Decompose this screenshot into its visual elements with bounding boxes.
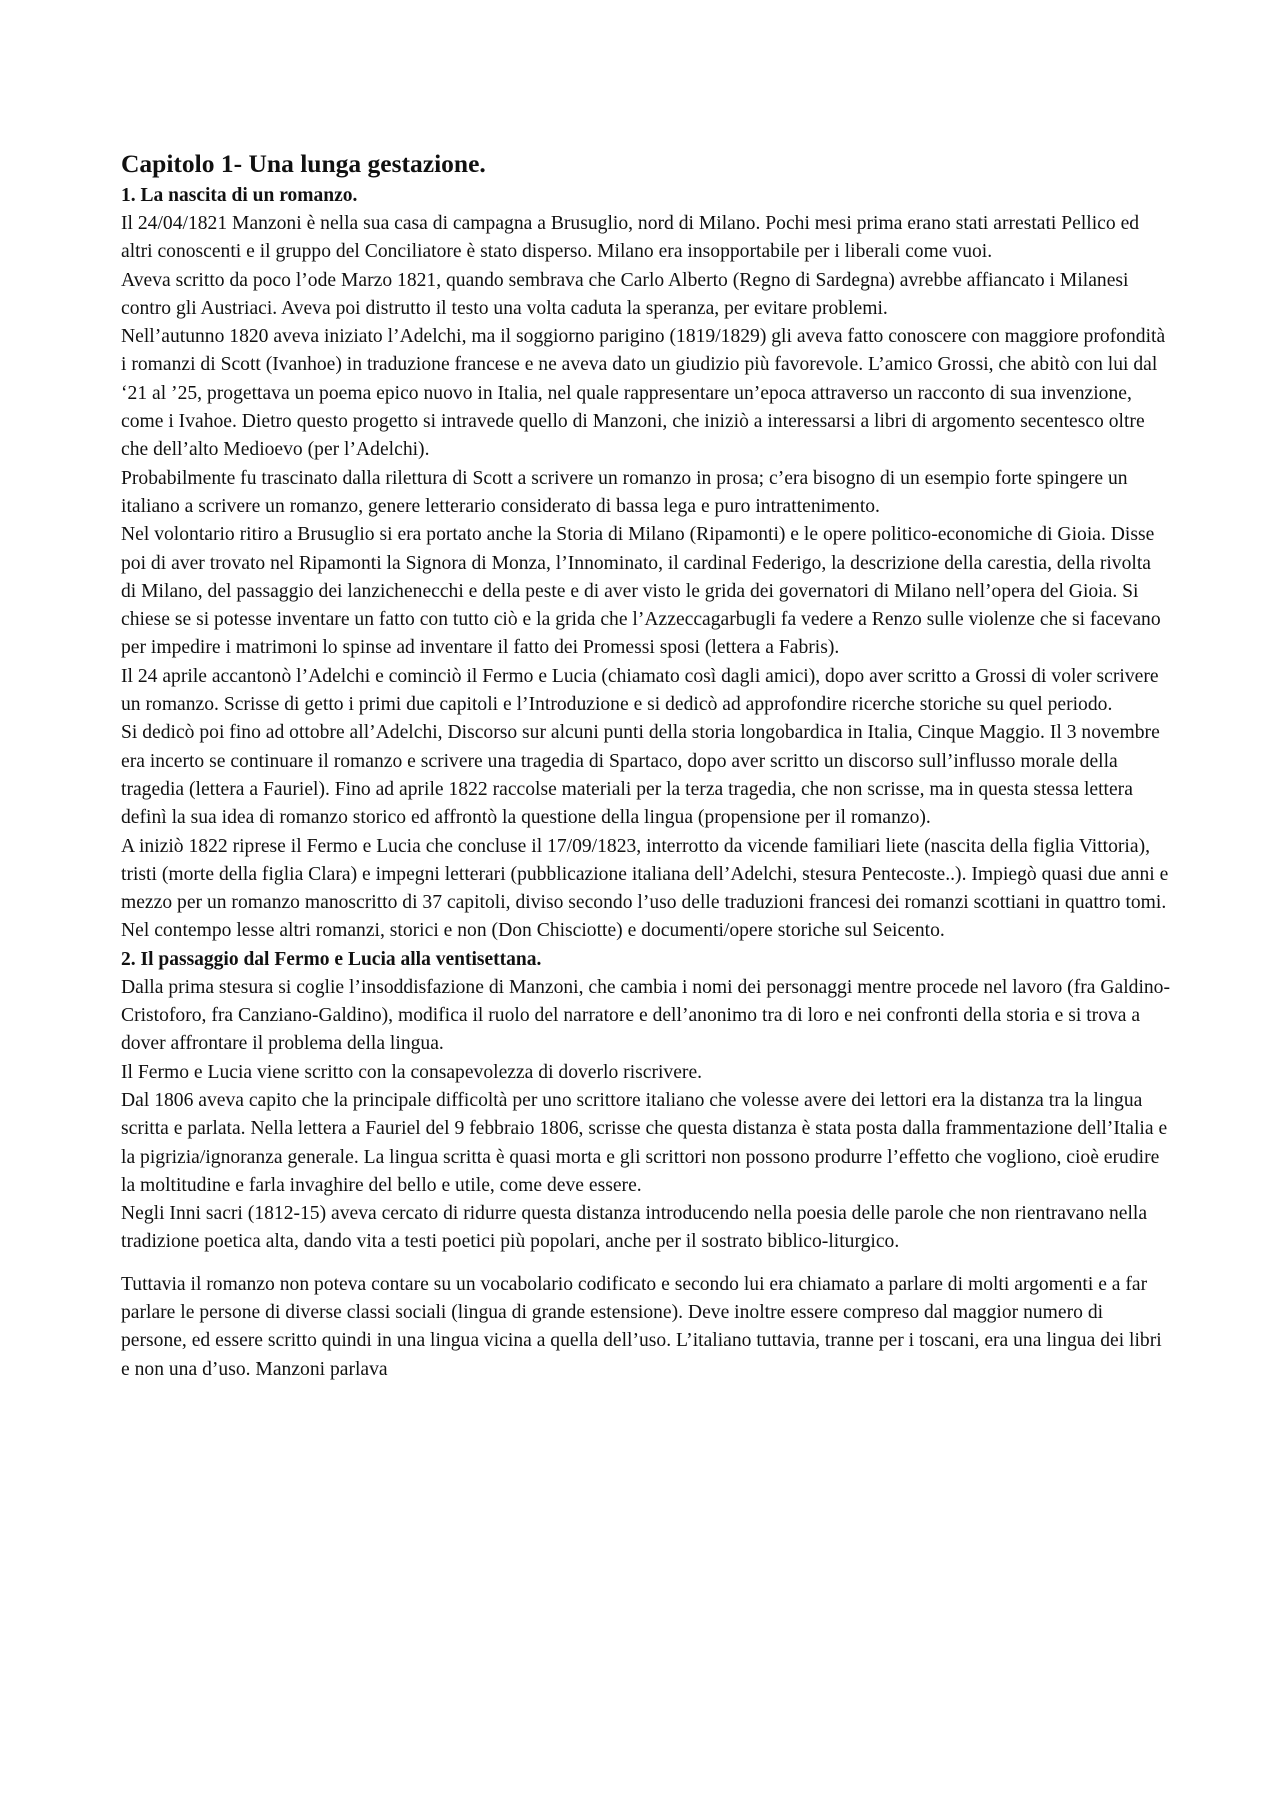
paragraph: Dal 1806 aveva capito che la principale difficoltà per uno scrittore italiano che volesse avere dei lettori era la distanza tra la lingua scritta e parlata. Nella lettera a Fauriel del 9 febbraio 1806, scrisse che questa distanza è stata posta dalla frammentazione dell’Italia e la pigrizia/ignoranza generale. La lingua scritta è quasi morta e gli scrittori non possono produrre l’effetto che vogliono, cioè erudire la moltitudine e farla invaghire del bello e utile, come deve essere. <box>121 1089 1168 1196</box>
paragraph: Aveva scritto da poco l’ode Marzo 1821, quando sembrava che Carlo Alberto (Regno di Sardegna) avrebbe affiancato i Milanesi contro gli Austriaci. Aveva poi distrutto il testo una volta caduta la speranza, per evitare problemi. <box>121 269 1129 319</box>
paragraph: A iniziò 1822 riprese il Fermo e Lucia che concluse il 17/09/1823, interrotto da vicende familiari liete (nascita della figlia Vittoria), tristi (morte della figlia Clara) e impegni letterari (pubblicazione italiana dell’Adelchi, stesura Pentecoste..). Impiegò quasi due anni e mezzo per un romanzo manoscritto di 37 capitoli, diviso secondo l’uso delle traduzioni francesi dei romanzi scottiani in quattro tomi. Nel contempo lesse altri romanzi, storici e non (Don Chisciotte) e documenti/opere storiche sul Seicento. <box>121 835 1169 942</box>
paragraph: Nel volontario ritiro a Brusuglio si era portato anche la Storia di Milano (Ripamonti) e le opere politico-economiche di Gioia. Disse poi di aver trovato nel Ripamonti la Signora di Monza, l’Innominato, il cardinal Federigo, la descrizione della carestia, della rivolta di Milano, del passaggio dei lanzichenecchi e della peste e di aver visto le grida dei governatori di Milano nell’opera del Gioia. Si chiese se si potesse inventare un fatto con tutto ciò e la grida che l’Azzeccagarbugli fa vedere a Renzo sulle violenze che si facevano per impedire i matrimoni lo spinse ad inventare il fatto dei Promessi sposi (lettera a Fabris). <box>121 524 1161 659</box>
paragraph: Negli Inni sacri (1812-15) aveva cercato di ridurre questa distanza introducendo nella poesia delle parole che non rientravano nella tradizione poetica alta, dando vita a testi poetici più popolari, anche per il sostrato biblico-liturgico. <box>121 1203 1148 1253</box>
paragraph: Il Fermo e Lucia viene scritto con la consapevolezza di doverlo riscrivere. <box>121 1061 703 1083</box>
paragraph: Probabilmente fu trascinato dalla rilettura di Scott a scrivere un romanzo in prosa; c’era bisogno di un esempio forte spingere un italiano a scrivere un romanzo, genere letterario considerato di bassa lega e puro intrattenimento. <box>121 467 1128 517</box>
section-heading: 2. Il passaggio dal Fermo e Lucia alla ventisettana. <box>121 948 542 970</box>
paragraph: Tuttavia il romanzo non poteva contare su un vocabolario codificato e secondo lui era chiamato a parlare di molti argomenti e a far parlare le persone di diverse classi sociali (lingua di grande estensione). Deve inoltre essere compreso dal maggior numero di persone, ed essere scritto quindi in una lingua vicina a quella dell’uso. L’italiano tuttavia, tranne per i toscani, era una lingua dei libri e non una d’uso. Manzoni parlava <box>121 1273 1162 1380</box>
section-heading: 1. La nascita di un romanzo. <box>121 185 358 206</box>
paragraph: Dalla prima stesura si coglie l’insoddisfazione di Manzoni, che cambia i nomi dei personaggi mentre procede nel lavoro (fra Galdino-Cristoforo, fra Canziano-Galdino), modifica il ruolo del narratore e dell’anonimo tra di loro e nei confronti della storia e si trova a dover affrontare il problema della lingua. <box>121 976 1171 1055</box>
chapter-title: Capitolo 1- Una lunga gestazione. <box>121 149 486 178</box>
paragraph: Il 24 aprile accantonò l’Adelchi e cominciò il Fermo e Lucia (chiamato così dagli amici), dopo aver scritto a Grossi di voler scrivere un romanzo. Scrisse di getto i primi due capitoli e l’Introduzione e si dedicò ad approfondire ricerche storiche su quel periodo. <box>121 665 1159 716</box>
paragraph: Il 24/04/1821 Manzoni è nella sua casa di campagna a Brusuglio, nord di Milano. Pochi mesi prima erano stati arrestati Pellico ed altri conoscenti e il gruppo del Conciliatore è stato disperso. Milano era insopportabile per i liberali come vuoi. <box>121 213 1140 263</box>
document-page <box>121 148 1171 1384</box>
paragraph: Si dedicò poi fino ad ottobre all’Adelchi, Discorso sur alcuni punti della storia longobardica in Italia, Cinque Maggio. Il 3 novembre era incerto se continuare il romanzo e scrivere una tragedia di Spartaco, dopo aver scritto un discorso sull’influsso morale della tragedia (lettera a Fauriel). Fino ad aprile 1822 raccolse materiali per la terza tragedia, che non scrisse, ma in questa stessa lettera definì la sua idea di romanzo storico ed affrontò la questione della lingua (propensione per il romanzo). <box>121 722 1160 829</box>
paragraph: Nell’autunno 1820 aveva iniziato l’Adelchi, ma il soggiorno parigino (1819/1829) gli aveva fatto conoscere con maggiore profondità i romanzi di Scott (Ivanhoe) in traduzione francese e ne aveva dato un giudizio più favorevole. L’amico Grossi, che abitò con lui dal ‘21 al ’25, progettava un poema epico nuovo in Italia, nel quale rappresentare un’epoca attraverso un racconto di sua invenzione, come i Ivahoe. Dietro questo progetto si intravede quello di Manzoni, che iniziò a interessarsi a libri di argomento secentesco oltre che dell’alto Medioevo (per l’Adelchi). <box>121 326 1166 461</box>
